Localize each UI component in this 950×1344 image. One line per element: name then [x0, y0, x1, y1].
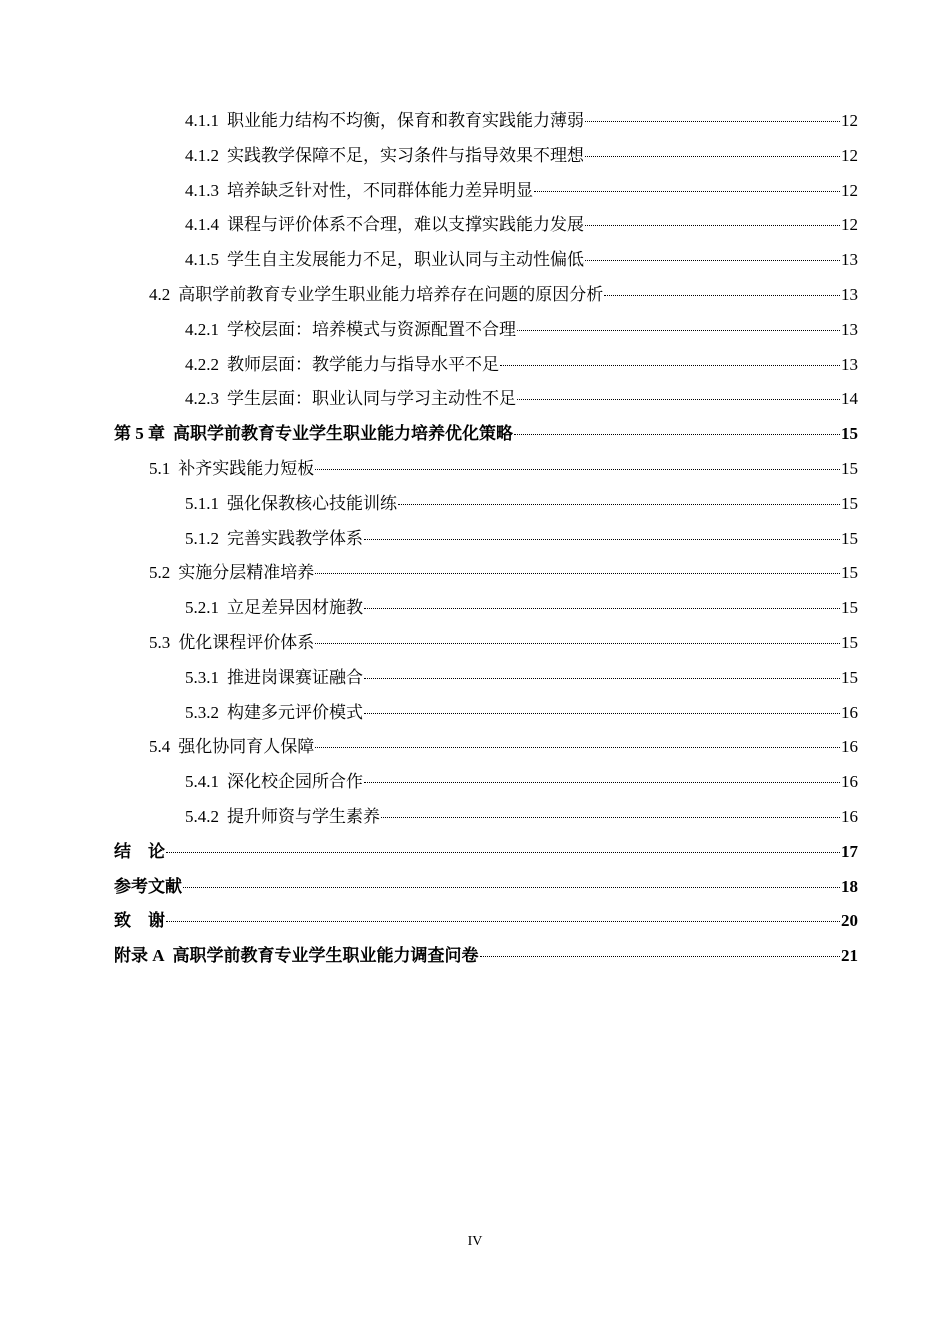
dot-leader — [585, 121, 840, 122]
toc-entry-number: 4.1.2 — [185, 145, 219, 165]
toc-entry-page: 13 — [841, 285, 858, 304]
toc-entry[interactable] — [185, 493, 858, 515]
toc-entry-number: 第 5 章 — [114, 424, 165, 444]
dot-leader — [585, 156, 840, 157]
toc-entry-title: 强化协同育人保障 — [178, 737, 315, 757]
toc-entry-number: 5.3.1 — [185, 667, 219, 687]
toc-entry-title: 高职学前教育专业学生职业能力培养存在问题的原因分析 — [178, 285, 604, 304]
toc-entry-title: 职业能力结构不均衡，保育和教育实践能力薄弱 — [227, 111, 584, 130]
toc-entry[interactable] — [114, 910, 858, 932]
toc-entry-number: 5.4.1 — [185, 772, 219, 792]
dot-leader — [604, 295, 840, 296]
toc-entry-number: 5.3.2 — [185, 702, 219, 722]
toc-entry-title: 结 论 — [114, 841, 165, 861]
toc-entry-page: 14 — [841, 389, 858, 409]
dot-leader — [315, 469, 840, 470]
toc-entry-page: 20 — [841, 911, 858, 931]
toc-entry-page: 15 — [841, 667, 858, 687]
toc-entry-page: 13 — [841, 354, 858, 374]
toc-entry-title: 高职学前教育专业学生职业能力培养优化策略 — [173, 424, 513, 444]
toc-entry-page: 18 — [841, 876, 858, 896]
dot-leader — [364, 782, 840, 783]
toc-entry[interactable] — [149, 284, 858, 306]
toc-entry[interactable] — [185, 214, 858, 236]
toc-entry[interactable] — [185, 319, 858, 341]
toc-entry-number: 4.1.5 — [185, 250, 219, 270]
toc-entry-title: 参考文献 — [114, 876, 182, 896]
dot-leader — [585, 260, 840, 261]
toc-entry[interactable] — [149, 736, 858, 758]
toc-entry-title: 强化保教核心技能训练 — [227, 493, 397, 513]
toc-entry-number: 4.2.2 — [185, 354, 219, 374]
toc-entry-page: 17 — [841, 841, 858, 861]
toc-entry-number: 4.2.1 — [185, 319, 219, 339]
toc-entry-title: 构建多元评价模式 — [227, 702, 363, 722]
toc-entry-page: 12 — [841, 111, 858, 130]
toc-entry-page: 15 — [841, 528, 858, 548]
toc-entry-title: 培养缺乏针对性，不同群体能力差异明显 — [227, 180, 533, 200]
toc-entry-title: 实施分层精准培养 — [178, 563, 315, 583]
toc-entry-number: 5.4.2 — [185, 807, 219, 826]
toc-entry-number: 4.1.3 — [185, 180, 219, 200]
toc-entry-page: 13 — [841, 319, 858, 339]
toc-entry-page: 15 — [841, 493, 858, 513]
toc-entry-title: 完善实践教学体系 — [227, 528, 363, 548]
toc-entry-number: 5.1.1 — [185, 493, 219, 513]
toc-entry-page: 12 — [841, 215, 858, 235]
toc-entry-title: 实践教学保障不足，实习条件与指导效果不理想 — [227, 145, 584, 165]
toc-entry[interactable] — [149, 458, 858, 480]
toc-entry-title: 推进岗课赛证融合 — [227, 667, 363, 687]
dot-leader — [517, 399, 840, 400]
toc-entry[interactable] — [185, 354, 858, 376]
dot-leader — [364, 678, 840, 679]
toc-entry-page: 16 — [841, 702, 858, 722]
dot-leader — [364, 608, 840, 609]
toc-entry[interactable] — [149, 562, 858, 584]
dot-leader — [183, 887, 840, 888]
toc-entry-number: 4.1.4 — [185, 215, 219, 235]
toc-entry[interactable] — [185, 110, 858, 132]
toc-entry-page: 21 — [841, 946, 858, 966]
toc-entry-page: 12 — [841, 145, 858, 165]
toc-entry[interactable] — [185, 667, 858, 689]
toc-entry-page: 15 — [841, 459, 858, 478]
toc-entry-number: 附录 A — [114, 946, 165, 966]
toc-entry-number: 5.1.2 — [185, 528, 219, 548]
page-number: IV — [467, 1234, 483, 1249]
toc-entry[interactable] — [185, 388, 858, 410]
toc-entry[interactable] — [185, 528, 858, 550]
toc-entry[interactable] — [114, 841, 858, 863]
toc-entry-page: 15 — [841, 633, 858, 652]
toc-entry[interactable] — [185, 597, 858, 619]
toc-entry-title: 学校层面：培养模式与资源配置不合理 — [227, 319, 516, 339]
toc-entry[interactable] — [185, 249, 858, 271]
toc-entry[interactable] — [185, 145, 858, 167]
toc-entry-number: 5.1 — [149, 459, 171, 478]
dot-leader — [166, 852, 840, 853]
toc-entry[interactable] — [185, 806, 858, 828]
toc-entry-title: 深化校企园所合作 — [227, 772, 363, 792]
dot-leader — [364, 713, 840, 714]
toc-entry[interactable] — [114, 945, 858, 967]
toc-entry[interactable] — [149, 632, 858, 654]
dot-leader — [315, 573, 840, 574]
toc-entry[interactable] — [114, 876, 858, 898]
toc-entry-number: 5.3 — [149, 633, 171, 652]
dot-leader — [315, 747, 840, 748]
toc-entry-title: 致 谢 — [114, 911, 165, 931]
toc-entry-title: 教师层面：教学能力与指导水平不足 — [227, 354, 499, 374]
dot-leader — [398, 504, 840, 505]
toc-entry-page: 16 — [841, 807, 858, 826]
dot-leader — [364, 539, 840, 540]
toc-entry-title: 优化课程评价体系 — [178, 633, 315, 652]
toc-entry[interactable] — [185, 702, 858, 724]
toc-entry-number: 4.2.3 — [185, 389, 219, 409]
dot-leader — [500, 365, 840, 366]
toc-entry[interactable] — [185, 771, 858, 793]
toc-entry-number: 4.1.1 — [185, 111, 219, 130]
toc-entry-page: 15 — [841, 563, 858, 583]
toc-entry-title: 补齐实践能力短板 — [178, 459, 315, 478]
toc-entry-title: 高职学前教育专业学生职业能力调查问卷 — [172, 946, 479, 966]
dot-leader — [585, 225, 840, 226]
toc-entry-number: 5.2 — [149, 563, 171, 583]
toc-entry-title: 学生层面：职业认同与学习主动性不足 — [227, 389, 516, 409]
toc-entry-number: 5.2.1 — [185, 598, 219, 618]
toc-entry-title: 提升师资与学生素养 — [227, 807, 380, 826]
toc-entry-title: 学生自主发展能力不足，职业认同与主动性偏低 — [227, 250, 584, 270]
toc-entry-page: 15 — [841, 598, 858, 618]
toc-entry-page: 15 — [841, 424, 858, 444]
dot-leader — [517, 330, 840, 331]
toc-entry-title: 立足差异因材施教 — [227, 598, 363, 618]
dot-leader — [514, 434, 840, 435]
toc-entry-page: 13 — [841, 250, 858, 270]
toc-entry-number: 5.4 — [149, 737, 171, 757]
toc-entry-number: 4.2 — [149, 285, 171, 304]
toc-entry-page: 16 — [841, 772, 858, 792]
toc-entry[interactable] — [185, 180, 858, 202]
dot-leader — [534, 191, 840, 192]
toc-entry-page: 16 — [841, 737, 858, 757]
toc-entry[interactable] — [114, 423, 858, 445]
dot-leader — [381, 817, 840, 818]
dot-leader — [315, 643, 840, 644]
dot-leader — [166, 921, 840, 922]
toc-entry-title: 课程与评价体系不合理，难以支撑实践能力发展 — [227, 215, 584, 235]
toc-entry-page: 12 — [841, 180, 858, 200]
dot-leader — [480, 956, 840, 957]
